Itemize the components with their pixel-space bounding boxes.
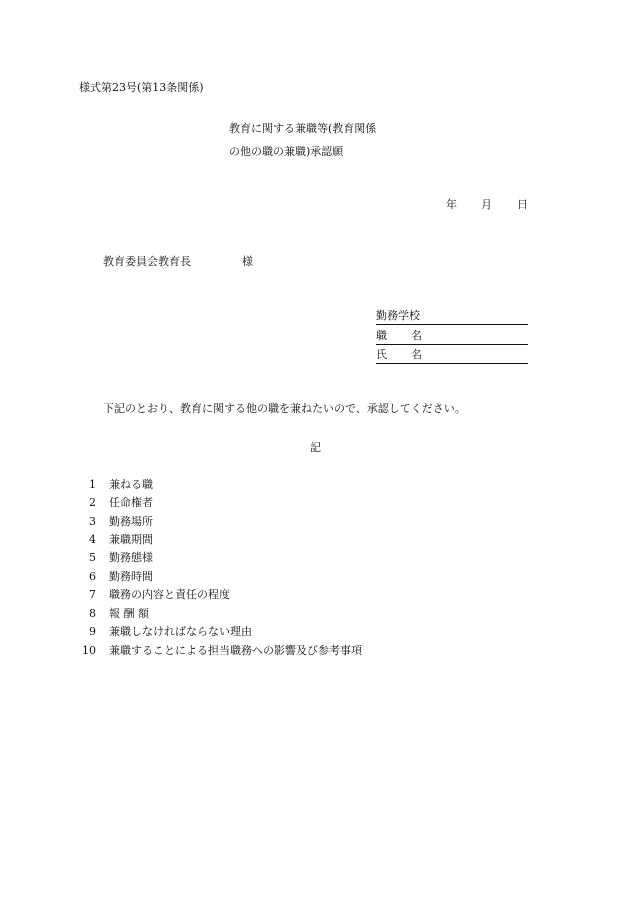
- item-label: 兼職期間: [109, 533, 153, 546]
- name-field[interactable]: [376, 346, 528, 364]
- item-number: 7: [89, 588, 96, 601]
- item-label: 職務の内容と責任の程度: [109, 588, 230, 601]
- position-label-a: 職: [376, 329, 387, 342]
- item-label: 任命権者: [109, 496, 153, 509]
- addressee: 教育委員会教育長: [103, 255, 191, 268]
- position-label-b: 名: [411, 329, 422, 342]
- date-day-label: 日: [517, 198, 528, 211]
- name-label-b: 名: [411, 348, 422, 361]
- name-label-a: 氏: [376, 348, 387, 361]
- item-label: 勤務場所: [109, 515, 153, 528]
- document-title-line-2: の他の職の兼職)承認願: [229, 145, 344, 158]
- position-field[interactable]: [376, 327, 528, 345]
- honorific: 様: [242, 255, 253, 268]
- form-number: 様式第23号(第13条関係): [79, 81, 204, 94]
- item-number: 4: [89, 533, 96, 546]
- date-year-label: 年: [446, 198, 457, 211]
- item-number: 1: [89, 478, 96, 491]
- item-label: 勤務時間: [109, 570, 153, 583]
- item-label: 兼ねる職: [109, 478, 153, 491]
- item-label: 報 酬 額: [109, 607, 149, 620]
- item-label: 兼職しなければならない理由: [109, 625, 252, 638]
- item-label: 勤務態様: [109, 551, 153, 564]
- item-number: 5: [89, 551, 96, 564]
- request-text: 下記のとおり、教育に関する他の職を兼ねたいので、承認してください。: [103, 402, 466, 415]
- item-number: 10: [82, 644, 96, 657]
- date-month-label: 月: [481, 198, 492, 211]
- school-label: 勤務学校: [376, 309, 420, 322]
- document-title-line-1: 教育に関する兼職等(教育関係: [229, 122, 377, 135]
- item-label: 兼職することによる担当職務への影響及び参考事項: [109, 644, 362, 657]
- school-field[interactable]: [376, 307, 528, 325]
- item-number: 6: [89, 570, 96, 583]
- ki-heading: 記: [310, 441, 321, 454]
- item-number: 8: [89, 607, 96, 620]
- item-number: 9: [89, 625, 96, 638]
- item-number: 2: [89, 496, 96, 509]
- item-number: 3: [89, 515, 96, 528]
